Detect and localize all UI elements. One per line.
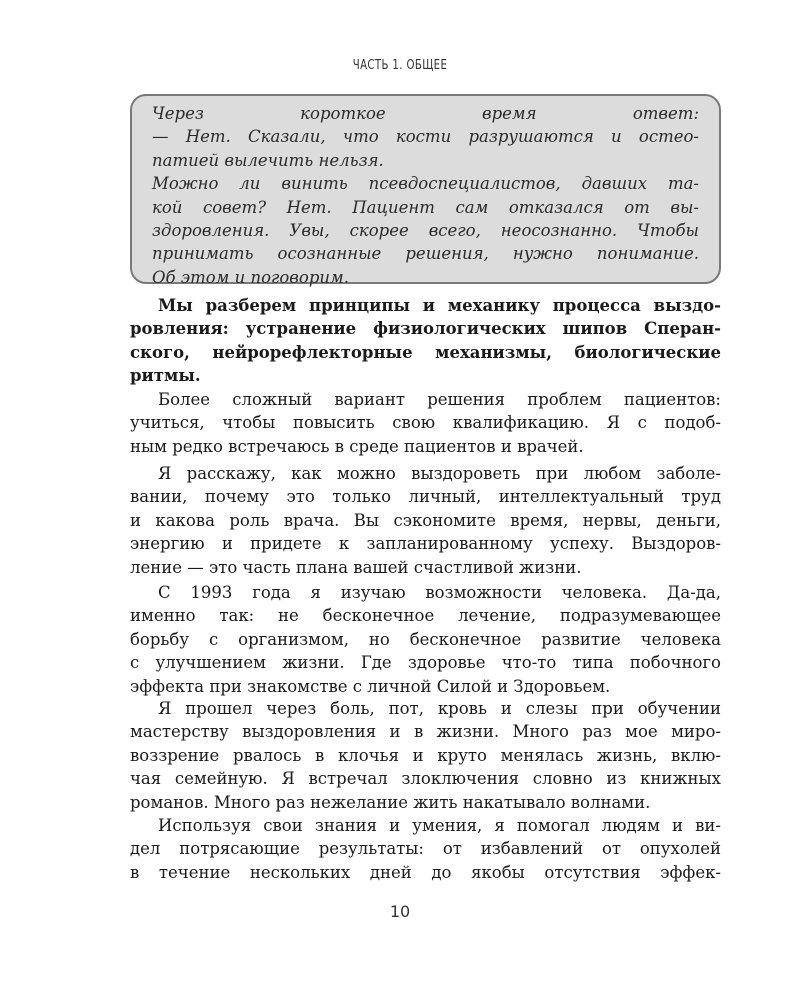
paragraph-line: Я прошел через боль, пот, кровь и слезы при обучении: [158, 699, 721, 718]
paragraph-line: ритмы.: [130, 366, 201, 386]
callout-line: здоровления. Увы, скорее всего, неосознанно. Чтобы: [152, 221, 699, 241]
body-paragraph-2: [130, 462, 721, 579]
paragraph-line: энергию и придете к запланированному успеху. Выздоров-: [130, 534, 721, 554]
quote-callout-box: [130, 94, 721, 287]
paragraph-line: Я расскажу, как можно выздороветь при любом заболе-: [158, 464, 721, 483]
paragraph-line: чая семейную. Я встречал злоключения словно из книжных: [130, 769, 721, 789]
paragraph-line: Более сложный вариант решения проблем пациентов:: [158, 390, 721, 409]
paragraph-line: мастерству выздоровления и в жизни. Много раз мое миро-: [130, 722, 721, 742]
paragraph-line: ского, нейрорефлекторные механизмы, биологические: [130, 342, 721, 362]
bold-summary-paragraph: [130, 294, 721, 388]
paragraph-line: в течение нескольких дней до якобы отсутствия эффек-: [130, 862, 721, 882]
body-paragraph-5: [130, 814, 721, 884]
paragraph-line: С 1993 года я изучаю возможности человека. Да-да,: [158, 583, 721, 602]
paragraph-line: вании, почему это только личный, интеллектуальный труд: [130, 487, 721, 507]
paragraph-line: Мы разберем принципы и механику процесса выздо-: [158, 296, 721, 315]
paragraph-line: воззрение рвалось в клочья и круто менялась жизнь, вклю-: [130, 745, 721, 765]
callout-line: патией вылечить нельзя.: [152, 150, 384, 170]
page-number: 10: [389, 902, 411, 921]
body-paragraph-1: [130, 388, 721, 458]
callout-text: [152, 102, 699, 289]
body-paragraph-3: [130, 581, 721, 698]
paragraph-line: и какова роль врача. Вы сэкономите время, нервы, деньги,: [130, 510, 721, 530]
paragraph-line: ление — это часть плана вашей счастливой жизни.: [130, 557, 582, 577]
paragraph-line: эффекта при знакомстве с личной Силой и Здоровьем.: [130, 676, 611, 696]
body-paragraph-4: [130, 697, 721, 814]
callout-line: — Нет. Сказали, что кости разрушаются и остео-: [152, 127, 699, 147]
paragraph-line: учиться, чтобы повысить свою квалификацию. Я с подоб-: [130, 413, 721, 433]
paragraph-line: именно так: не бесконечное лечение, подразумевающее: [130, 606, 721, 626]
paragraph-line: романов. Много раз нежелание жить накатывало волнами.: [130, 792, 651, 812]
paragraph-line: с улучшением жизни. Где здоровье что-то типа побочного: [130, 653, 721, 673]
callout-line: Об этом и поговорим.: [152, 267, 349, 287]
paragraph-line: ровления: устранение физиологических шипов Сперан-: [130, 319, 721, 339]
paragraph-line: дел потрясающие результаты: от избавлений от опухолей: [130, 839, 721, 859]
callout-line: Через короткое время ответ:: [152, 104, 699, 123]
running-header: ЧАСТЬ 1. ОБЩЕЕ: [352, 58, 448, 73]
paragraph-line: ным редко встречаюсь в среде пациентов и врачей.: [130, 436, 584, 456]
callout-line: Можно ли винить псевдоспециалистов, давших та-: [152, 174, 699, 194]
paragraph-line: борьбу с организмом, но бесконечное развитие человека: [130, 629, 721, 649]
callout-line: кой совет? Нет. Пациент сам отказался от вы-: [152, 197, 699, 217]
paragraph-line: Используя свои знания и умения, я помогал людям и ви-: [158, 816, 721, 835]
callout-line: принимать осознанные решения, нужно понимание.: [152, 244, 699, 264]
